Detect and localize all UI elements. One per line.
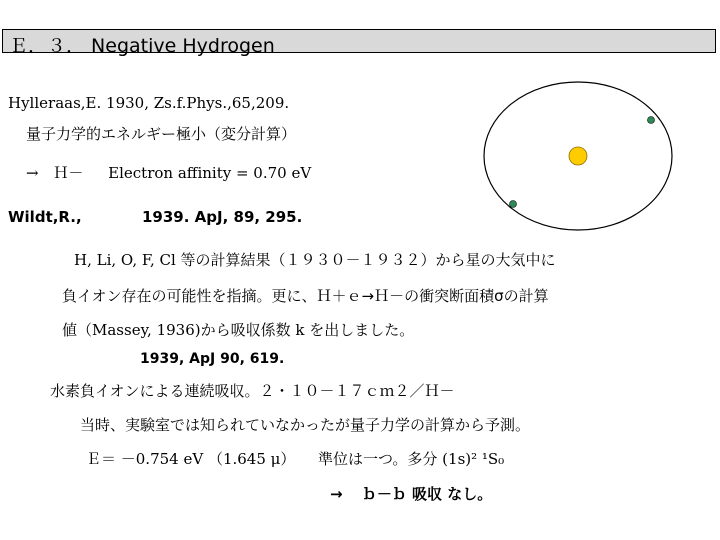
hydrogen-atom-diagram (470, 78, 690, 238)
slide-title-bar (2, 29, 716, 57)
continuum-absorption-line: 水素負イオンによる連続吸収。２・１０－１７ｃｍ２／Ｈ－ (50, 382, 455, 400)
nucleus (569, 147, 587, 165)
energy-value: Ｅ＝ －0.754 eV （1.645 μ） (86, 450, 296, 468)
electron (510, 201, 517, 208)
conclusion-line (330, 487, 492, 502)
reference-wildt-author: Wildt,R., (8, 208, 82, 226)
right-arrow-icon: → (330, 485, 343, 503)
conclusion-text: ｂ－ｂ 吸収 なし。 (361, 485, 493, 503)
prediction-line: 当時、実験室では知られていなかったが量子力学の計算から予測。 (80, 416, 531, 434)
reference-apj-1939: 1939, ApJ 90, 619. (140, 351, 285, 367)
electron-affinity: Electron affinity = 0.70 eV (108, 164, 312, 182)
energy-level: 準位は一つ。多分 (1s)² ¹S₀ (318, 450, 505, 468)
hminus-label: Ｈ－ (53, 164, 84, 182)
paragraph-line-2: 負イオン存在の可能性を指摘。更に、Ｈ＋ｅ→Ｈ－の衝突断面積σの計算 (62, 287, 549, 305)
right-arrow-icon: → (26, 164, 39, 182)
electron (648, 117, 655, 124)
slide-title: Ｅ．３． Negative Hydrogen (9, 35, 275, 57)
reference-hylleraas: Hylleraas,E. 1930, Zs.f.Phys.,65,209. (8, 94, 290, 112)
hminus-line (26, 166, 311, 181)
quantum-calc-line: 量子力学的エネルギー極小（変分計算） (26, 125, 297, 143)
paragraph-line-3: 値（Massey, 1936)から吸収係数 k を出しました。 (62, 321, 415, 339)
reference-wildt-citation: 1939. ApJ, 89, 295. (142, 208, 303, 226)
paragraph-line-1: H, Li, O, F, Cl 等の計算結果（１９３０－１９３２）から星の大気中に (74, 251, 556, 269)
